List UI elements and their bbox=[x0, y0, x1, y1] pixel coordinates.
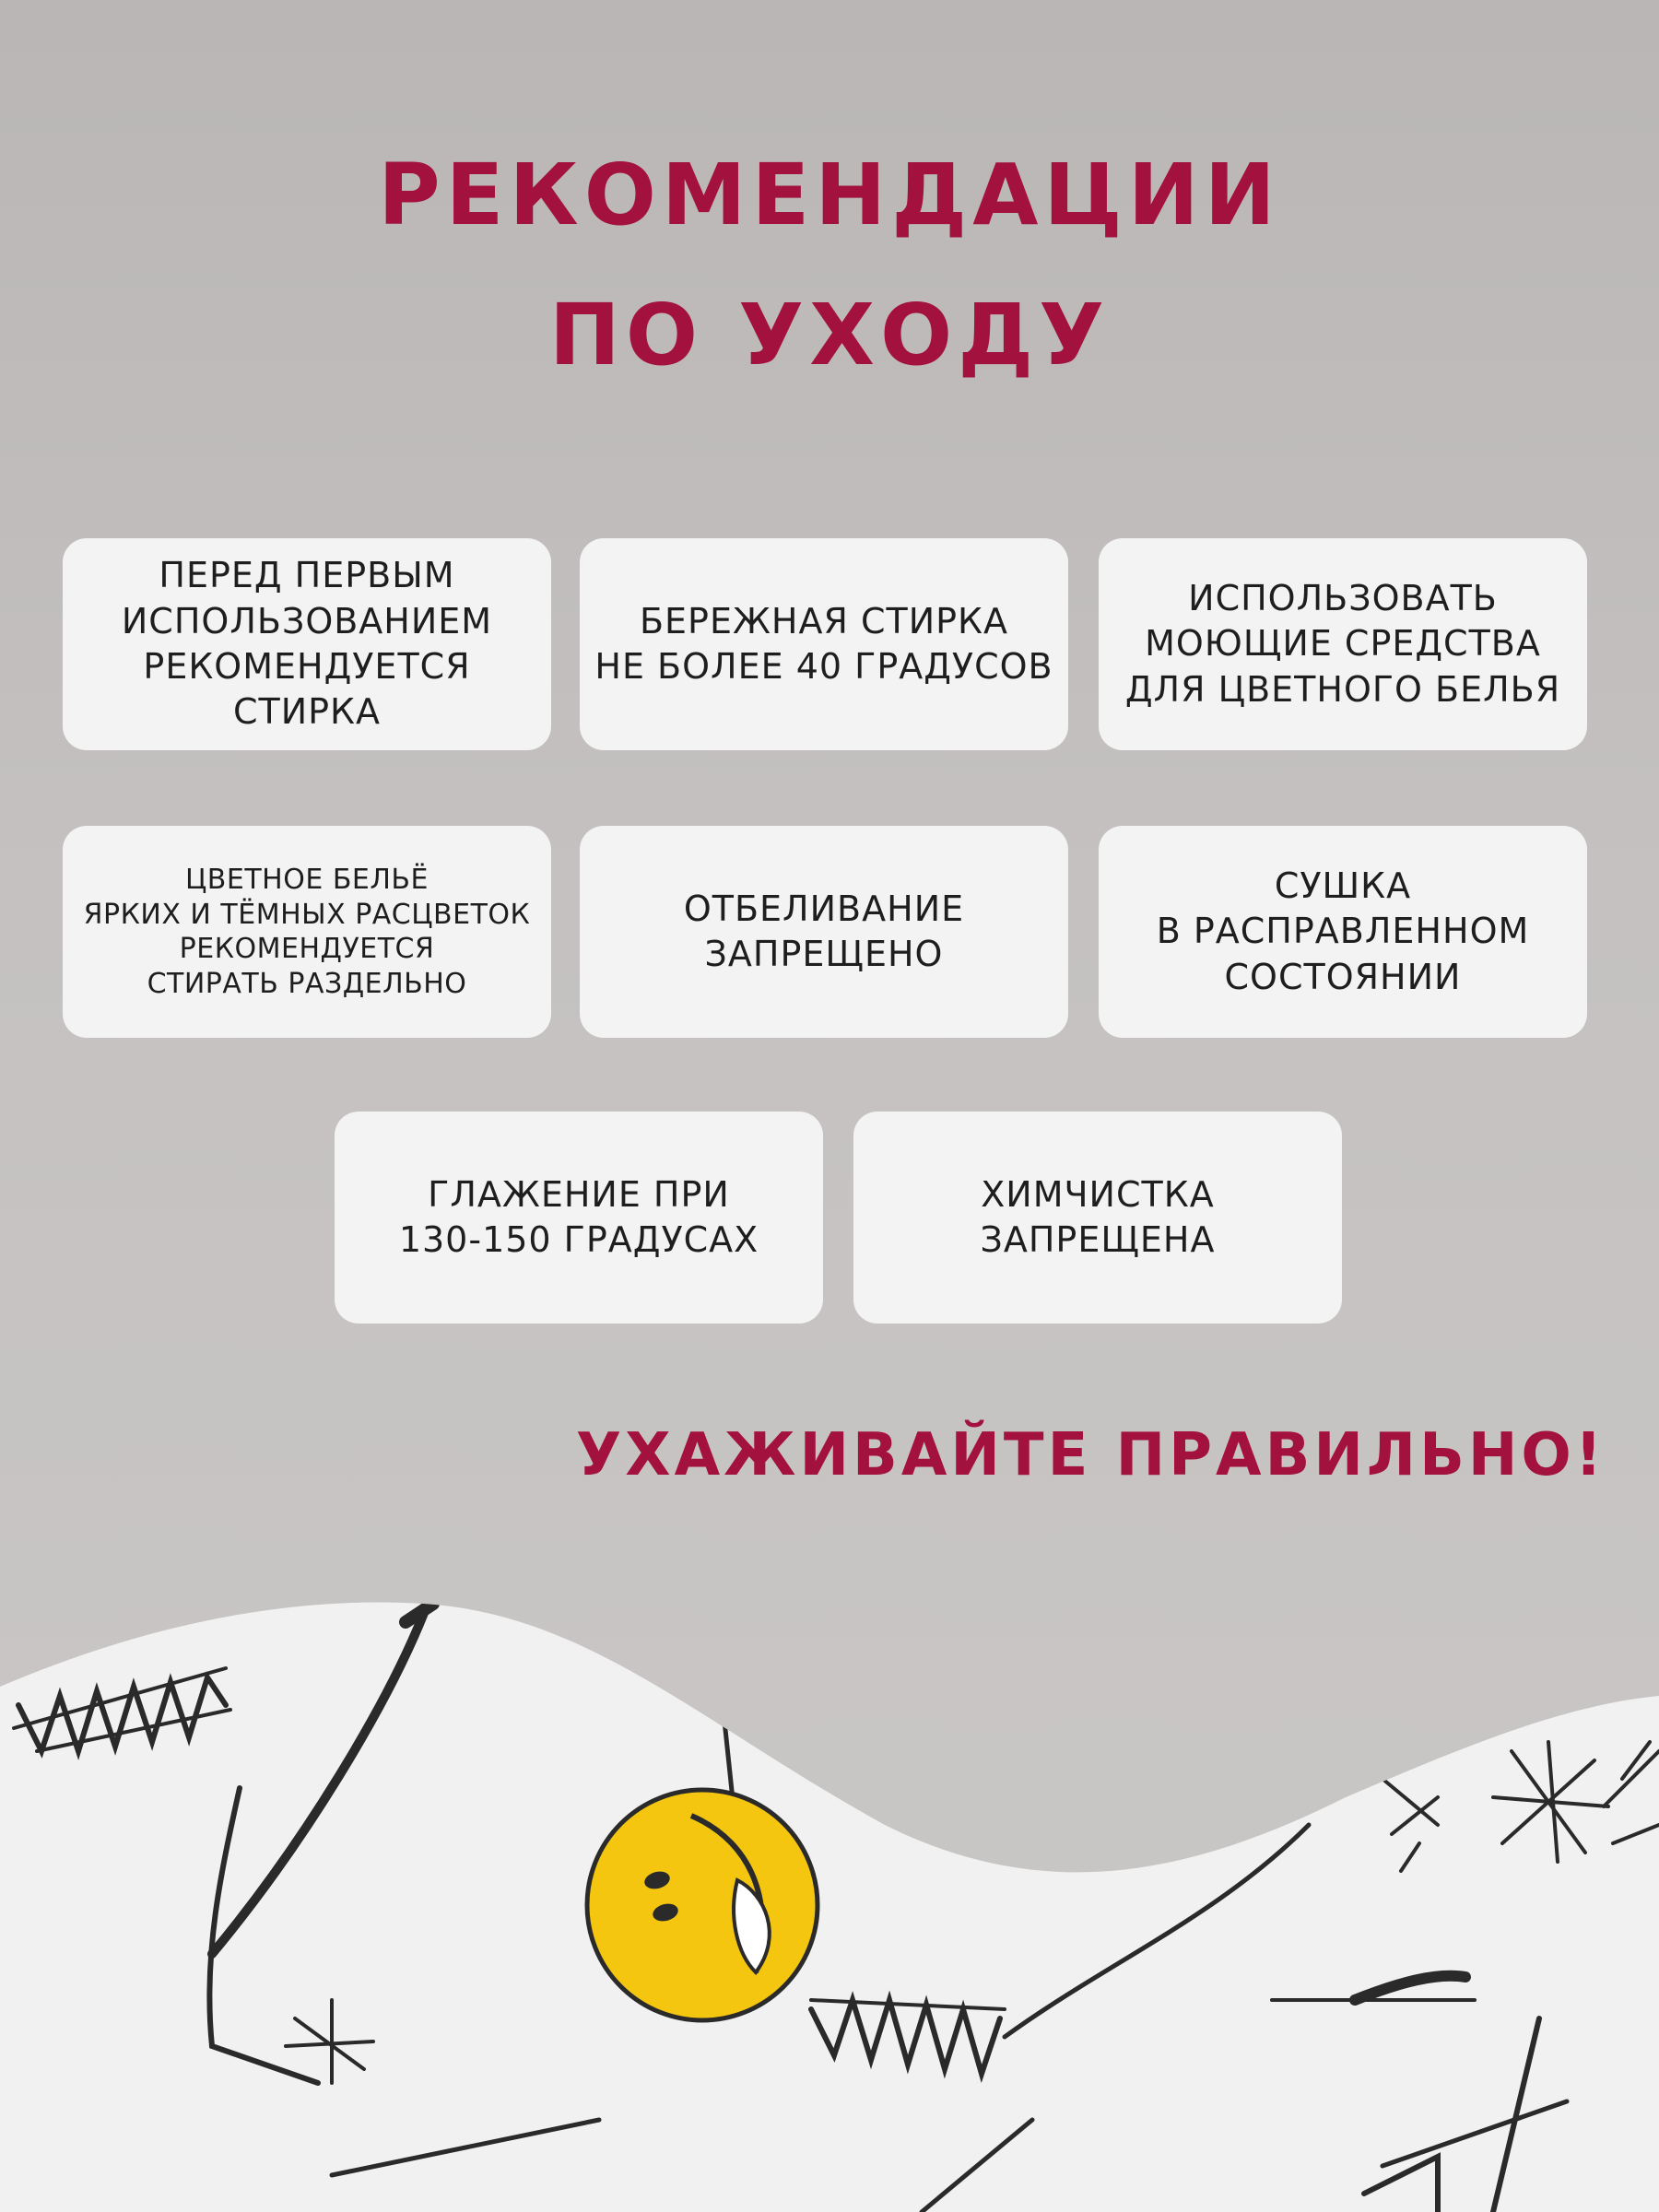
care-card-text: ЦВЕТНОЕ БЕЛЬЁ ЯРКИХ И ТЁМНЫХ РАСЦВЕТОК РЕКОМЕНДУЕТСЯ СТИРАТЬ РАЗДЕЛЬНО bbox=[83, 864, 531, 1000]
care-card-no-dry-clean bbox=[853, 1112, 1342, 1324]
page-title-line-2: ПО УХОДУ bbox=[548, 286, 1111, 384]
care-card-separate-wash bbox=[63, 826, 551, 1038]
slogan: УХАЖИВАЙТЕ ПРАВИЛЬНО! bbox=[575, 1421, 1606, 1489]
care-card-text: ХИМЧИСТКА ЗАПРЕЩЕНА bbox=[980, 1173, 1216, 1260]
care-card-first-wash bbox=[63, 538, 551, 750]
care-card-text: ПЕРЕД ПЕРВЫМ ИСПОЛЬЗОВАНИЕМ РЕКОМЕНДУЕТСЯ СТИРКА bbox=[121, 555, 493, 733]
care-card-color-detergent bbox=[1099, 538, 1587, 750]
care-card-flat-dry bbox=[1099, 826, 1587, 1038]
care-card-no-bleach bbox=[580, 826, 1068, 1038]
care-card-text: БЕРЕЖНАЯ СТИРКА НЕ БОЛЕЕ 40 ГРАДУСОВ bbox=[594, 600, 1053, 687]
care-card-gentle-wash bbox=[580, 538, 1068, 750]
care-card-text: ГЛАЖЕНИЕ ПРИ 130-150 ГРАДУСАХ bbox=[398, 1173, 759, 1260]
care-card-text: СУШКА В РАСПРАВЛЕННОМ СОСТОЯНИИ bbox=[1156, 865, 1530, 997]
care-card-text: ОТБЕЛИВАНИЕ ЗАПРЕЩЕНО bbox=[683, 888, 965, 974]
care-card-ironing bbox=[335, 1112, 823, 1324]
care-card-text: ИСПОЛЬЗОВАТЬ МОЮЩИЕ СРЕДСТВА ДЛЯ ЦВЕТНОГО БЕЛЬЯ bbox=[1124, 577, 1561, 710]
smiley-icon bbox=[587, 1790, 818, 2020]
fabric-pattern-image bbox=[0, 1567, 1659, 2212]
page-title-line-1: РЕКОМЕНДАЦИИ bbox=[378, 146, 1281, 244]
